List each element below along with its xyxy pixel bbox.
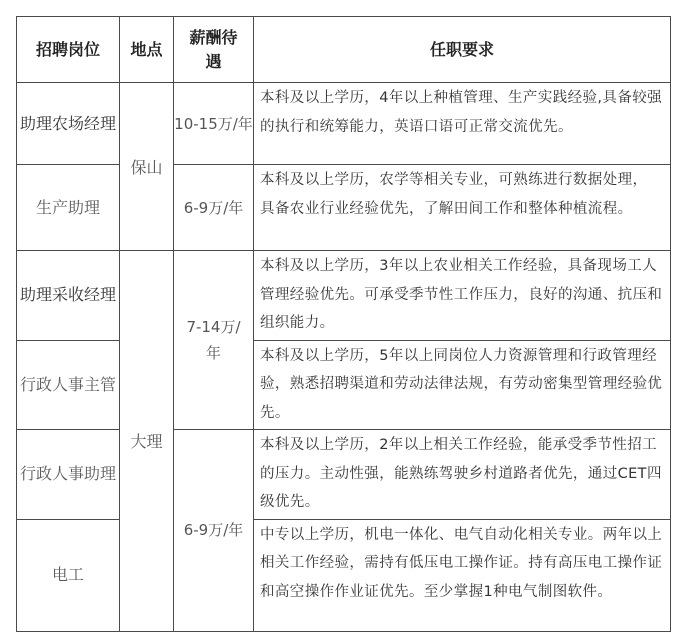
requirements-cell: 本科及以上学历，5年以上同岗位人力资源管理和行政管理经验，熟悉招聘渠道和劳动法律法规，有劳动密集型管理经验优先。 xyxy=(254,340,671,430)
location-cell: 保山 xyxy=(120,83,174,251)
position-cell: 生产助理 xyxy=(17,165,120,251)
position-cell: 行政人事助理 xyxy=(17,430,120,520)
table-row xyxy=(17,340,671,430)
position-cell: 助理农场经理 xyxy=(17,83,120,165)
header-row xyxy=(17,17,671,83)
requirements-cell: 中专以上学历，机电一体化、电气自动化相关专业。两年以上相关工作经验，需持有低压电工操作证。持有高压电工操作证和高空操作作业证优先。至少掌握1种电气制图软件。 xyxy=(254,519,671,631)
requirements-cell: 本科及以上学历，3年以上农业相关工作经验，具备现场工人管理经验优先。可承受季节性工作压力，良好的沟通、抗压和组织能力。 xyxy=(254,251,671,341)
position-cell: 行政人事主管 xyxy=(17,340,120,430)
requirements-cell: 本科及以上学历，农学等相关专业，可熟练进行数据处理， 具备农业行业经验优先，了解田间工作和整体种植流程。 xyxy=(254,165,671,251)
position-cell: 助理采收经理 xyxy=(17,251,120,341)
requirements-cell: 本科及以上学历，4年以上种植管理、生产实践经验,具备较强的执行和统筹能力，英语口语可正常交流优先。 xyxy=(254,83,671,165)
header-salary: 薪酬待遇 xyxy=(174,17,254,83)
salary-cell: 6-9万/年 xyxy=(174,165,254,251)
salary-cell: 6-9万/年 xyxy=(174,430,254,632)
location-cell: 大理 xyxy=(120,251,174,632)
header-location: 地点 xyxy=(120,17,174,83)
table-row xyxy=(17,519,671,631)
table-row xyxy=(17,83,671,165)
salary-cell: 7-14万/年 xyxy=(174,251,254,430)
table-row xyxy=(17,251,671,341)
table-row xyxy=(17,165,671,251)
table-row xyxy=(17,430,671,520)
recruitment-table xyxy=(16,16,671,632)
position-cell: 电工 xyxy=(17,519,120,631)
header-position: 招聘岗位 xyxy=(17,17,120,83)
header-requirements: 任职要求 xyxy=(254,17,671,83)
salary-cell: 10-15万/年 xyxy=(174,83,254,165)
requirements-cell: 本科及以上学历，2年以上相关工作经验，能承受季节性招工的压力。主动性强，能熟练驾驶乡村道路者优先，通过CET四级优先。 xyxy=(254,430,671,520)
